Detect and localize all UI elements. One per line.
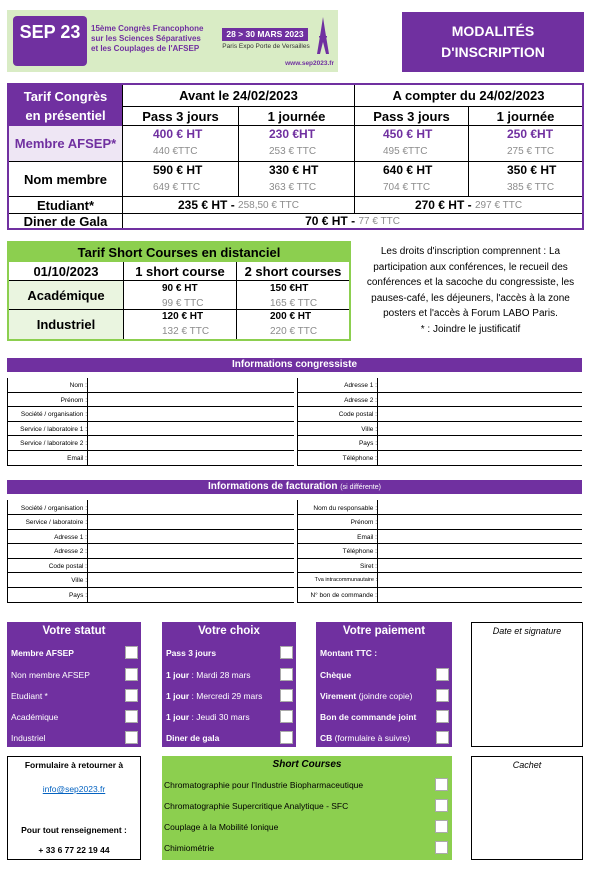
- field-label-prenom: Prénom :: [60, 397, 87, 404]
- price-ht: 70 € HT: [305, 214, 348, 228]
- short-course-checkbox-biopharma[interactable]: [435, 778, 448, 791]
- input-societe[interactable]: [7, 514, 294, 515]
- paiement-item-virement: [320, 691, 412, 701]
- droits-description: Les droits d'inscription comprennent : La participation aux conférences, le recueil des conférences et la sacoche du congressiste, les pauses-café, les déjeuners, l'accès à la zone posters et l'accès à Forum LABO Paris.: [366, 246, 575, 320]
- choix-checkbox-pass[interactable]: [280, 646, 293, 659]
- input-tva[interactable]: [297, 587, 582, 588]
- input-ville[interactable]: [7, 587, 294, 588]
- field-label-ville: Ville :: [71, 577, 87, 584]
- input-siret[interactable]: [297, 572, 582, 573]
- field-label-ville: Ville :: [361, 426, 377, 433]
- field-label-nom: Nom :: [69, 382, 87, 389]
- droits-text: [355, 244, 586, 338]
- paiement-item-bon-commande: [320, 712, 416, 722]
- price-cell: [236, 281, 349, 310]
- price-cell: [468, 126, 582, 162]
- input-email[interactable]: [7, 465, 294, 466]
- tarif-congres-title-line-1: Tarif Congrès: [23, 88, 108, 104]
- statut-checkbox-membre[interactable]: [125, 646, 138, 659]
- input-code-postal[interactable]: [7, 572, 294, 573]
- price-cell: [238, 162, 354, 197]
- statut-item-non-membre: Non membre AFSEP: [11, 670, 90, 680]
- field-label-responsable: Nom du responsable :: [313, 505, 377, 512]
- choix-item-bold: Diner de gala: [166, 733, 220, 743]
- price-ht: 90 € HT: [162, 283, 198, 294]
- tarif-congres-table: [7, 83, 584, 230]
- short-course-item-biopharma: Chromatographie pour l'Industrie Biopharmaceutique: [164, 780, 364, 790]
- price-cell: [238, 126, 354, 162]
- paiement-panel: [316, 622, 452, 747]
- input-adresse-2[interactable]: [7, 558, 294, 559]
- price-ht: 330 € HT: [269, 163, 319, 177]
- row-label-industriel: Industriel: [9, 310, 123, 339]
- price-ttc: 649 € TTC: [153, 182, 201, 193]
- field-label-adresse-2: Adresse 2 :: [54, 548, 87, 555]
- choix-item-jeudi: [166, 712, 250, 722]
- paiement-title: Votre paiement: [342, 625, 426, 637]
- price-ht: 270 € HT: [414, 198, 465, 212]
- field-label-code-postal: Code postal :: [338, 411, 377, 418]
- field-label-societe: Société / organisation :: [20, 411, 87, 418]
- conference-title-line-1: 15ème Congrès Francophone: [91, 24, 204, 33]
- modalites-title-line-2: D'INSCRIPTION: [441, 44, 545, 60]
- section-subtitle: (si différente): [340, 484, 381, 491]
- website-text: www.sep2023.fr: [285, 60, 334, 67]
- choix-checkbox-jeudi[interactable]: [280, 710, 293, 723]
- period-after-header: A compter du 24/02/2023: [354, 85, 582, 107]
- input-bon-commande[interactable]: [297, 602, 582, 603]
- sep-logo: [13, 16, 87, 66]
- paiement-checkbox-cb[interactable]: [436, 731, 449, 744]
- retour-info-label: Pour tout renseignement :: [21, 825, 127, 835]
- retour-phone: + 33 6 77 22 19 44: [38, 845, 110, 855]
- paiement-item-bold: CB: [320, 733, 333, 743]
- input-telephone[interactable]: [297, 465, 582, 466]
- short-course-checkbox-sfc[interactable]: [435, 799, 448, 812]
- row-label-nom-membre: Nom membre: [9, 162, 122, 197]
- input-pays[interactable]: [7, 602, 294, 603]
- logo-text: SEP 23: [19, 22, 81, 42]
- input-ville[interactable]: [297, 435, 582, 436]
- statut-checkbox-industriel[interactable]: [125, 731, 138, 744]
- price-ttc: 297 € TTC: [474, 199, 523, 211]
- price-cell: [122, 162, 238, 197]
- paiement-item-bold: Virement: [320, 691, 357, 701]
- price-ttc: 132 € TTC: [162, 326, 210, 337]
- justificatif-note: * : Joindre le justificatif: [420, 323, 521, 335]
- price-cell: [354, 162, 468, 197]
- field-label-email: Email :: [357, 534, 377, 541]
- price-ht: 250 €HT: [507, 127, 554, 141]
- input-service-2[interactable]: [7, 450, 294, 451]
- choix-item-bold: Pass 3 jours: [166, 648, 217, 658]
- input-societe[interactable]: [7, 421, 294, 422]
- price-cell: [122, 126, 238, 162]
- paiement-item-rest: (joindre copie): [356, 691, 413, 701]
- modalites-title-box: [402, 12, 584, 72]
- statut-panel: [7, 622, 141, 747]
- short-courses-title: Tarif Short Courses en distanciel: [9, 243, 349, 262]
- section-title-facturation: [7, 480, 582, 494]
- price-ht: 120 € HT: [162, 311, 204, 322]
- tarif-congres-title: [9, 85, 122, 126]
- choix-checkbox-mercredi[interactable]: [280, 689, 293, 702]
- eiffel-tower-icon: [313, 16, 333, 56]
- field-label-pays: Pays :: [68, 592, 87, 599]
- header-banner: [7, 10, 338, 72]
- price-ht: 640 € HT: [383, 163, 433, 177]
- row-label-etudiant: Etudiant*: [9, 197, 122, 214]
- col-pass-after: Pass 3 jours: [354, 107, 468, 126]
- price-ttc: 77 € TTC: [358, 215, 400, 227]
- short-course-checkbox-chimiometrie[interactable]: [435, 841, 448, 854]
- period-before-header: Avant le 24/02/2023: [122, 85, 354, 107]
- short-courses-date: 01/10/2023: [9, 262, 123, 281]
- input-prenom[interactable]: [297, 529, 582, 530]
- gala-price: [122, 214, 582, 228]
- short-courses-list-title: Short Courses: [272, 759, 342, 770]
- cachet-box[interactable]: [471, 756, 583, 860]
- section-title-text: Informations congressiste: [231, 359, 358, 370]
- price-ttc: 363 € TTC: [269, 182, 317, 193]
- input-service-1[interactable]: [7, 435, 294, 436]
- statut-item-academique: Académique: [11, 712, 59, 722]
- short-course-checkbox-mobilite[interactable]: [435, 820, 448, 833]
- dash: -: [351, 214, 356, 228]
- col-1-short-course: 1 short course: [123, 262, 236, 281]
- price-ttc: 165 € TTC: [270, 298, 318, 309]
- choix-item-rest: : Mardi 28 mars: [189, 670, 251, 680]
- choix-item-mardi: [166, 670, 251, 680]
- field-label-service-2: Service / laboratoire 2 :: [20, 440, 87, 447]
- price-cell: [123, 281, 236, 310]
- venue-text: Paris Expo Porte de Versailles: [222, 43, 310, 50]
- choix-checkbox-mardi[interactable]: [280, 668, 293, 681]
- field-label-pays: Pays :: [358, 440, 377, 447]
- tarif-congres-title-line-2: en présentiel: [25, 107, 106, 123]
- price-cell: [354, 126, 468, 162]
- paiement-checkbox-virement[interactable]: [436, 689, 449, 702]
- choix-item-rest: : Mercredi 29 mars: [189, 691, 263, 701]
- input-responsable[interactable]: [297, 514, 582, 515]
- input-prenom[interactable]: [7, 406, 294, 407]
- statut-title: Votre statut: [42, 625, 106, 637]
- dates-badge: 28 > 30 MARS 2023: [222, 28, 308, 41]
- field-label-tva: Tva intracommunautaire :: [314, 577, 377, 583]
- col-2-short-courses: 2 short courses: [236, 262, 349, 281]
- field-label-societe: Société / organisation :: [20, 505, 87, 512]
- statut-item-industriel: Industriel: [11, 733, 46, 743]
- input-adresse-1[interactable]: [7, 543, 294, 544]
- statut-checkbox-non-membre[interactable]: [125, 668, 138, 681]
- row-label-gala: Diner de Gala: [23, 213, 108, 229]
- etudiant-price-before: [122, 197, 354, 214]
- paiement-item-cb: [320, 733, 410, 743]
- paiement-checkbox-cheque[interactable]: [436, 668, 449, 681]
- price-cell: [468, 162, 582, 197]
- field-label-bon-commande: N° bon de commande :: [310, 592, 377, 599]
- paiement-item-bold: Chèque: [320, 670, 352, 680]
- input-email[interactable]: [297, 543, 582, 544]
- col-pass-before: Pass 3 jours: [122, 107, 238, 126]
- input-code-postal[interactable]: [297, 421, 582, 422]
- input-pays[interactable]: [297, 450, 582, 451]
- price-ttc: 220 € TTC: [270, 326, 318, 337]
- field-label-service: Service / laboratoire :: [25, 519, 87, 526]
- field-label-adresse-1: Adresse 1 :: [344, 382, 377, 389]
- dash: -: [230, 198, 235, 212]
- price-ttc: 440 €TTC: [153, 146, 198, 157]
- field-label-telephone: Téléphone :: [342, 455, 377, 462]
- price-cell: [236, 310, 349, 339]
- price-ht: 200 € HT: [270, 311, 312, 322]
- statut-checkbox-etudiant[interactable]: [125, 689, 138, 702]
- section-title-congressiste: [7, 358, 582, 372]
- cachet-label: Cachet: [512, 760, 542, 770]
- conference-title-line-2: sur les Sciences Séparatives: [91, 34, 201, 43]
- input-nom[interactable]: [7, 392, 294, 393]
- price-ttc: 275 € TTC: [507, 146, 555, 157]
- facturation-form: [7, 500, 582, 604]
- col-day-before: 1 journée: [238, 107, 354, 126]
- modalites-title-line-1: MODALITÉS: [451, 23, 535, 39]
- short-course-item-mobilite: Couplage à la Mobilité Ionique: [164, 822, 279, 832]
- choix-item-bold: 1 jour: [166, 670, 190, 680]
- input-adresse-1[interactable]: [297, 392, 582, 393]
- price-ht: 590 € HT: [153, 163, 203, 177]
- price-ht: 450 € HT: [383, 127, 433, 141]
- paiement-checkbox-bon-commande[interactable]: [436, 710, 449, 723]
- paiement-item-bold: Bon de commande joint: [320, 712, 417, 722]
- price-ttc: 253 € TTC: [269, 146, 317, 157]
- conference-title-line-3: et les Couplages de l'AFSEP: [91, 44, 200, 53]
- paiement-item-cheque: [320, 670, 351, 680]
- field-label-adresse-1: Adresse 1 :: [54, 534, 87, 541]
- price-ht: 350 € HT: [507, 163, 557, 177]
- congressiste-form: [7, 378, 582, 468]
- paiement-item-rest: (formulaire à suivre): [332, 733, 411, 743]
- price-ttc: 495 €TTC: [383, 146, 428, 157]
- choix-item-bold: 1 jour: [166, 712, 190, 722]
- etudiant-price-after: [354, 197, 582, 214]
- retour-email-link[interactable]: info@sep2023.fr: [42, 784, 106, 794]
- choix-item-mercredi: [166, 691, 262, 701]
- input-telephone[interactable]: [297, 558, 582, 559]
- choix-item-gala: [166, 733, 219, 743]
- choix-item-bold: 1 jour: [166, 691, 190, 701]
- input-adresse-2[interactable]: [297, 406, 582, 407]
- price-ttc: 99 € TTC: [162, 298, 204, 309]
- field-label-telephone: Téléphone :: [342, 548, 377, 555]
- dash: -: [467, 198, 472, 212]
- statut-checkbox-academique[interactable]: [125, 710, 138, 723]
- paiement-item-bold: Montant TTC :: [320, 648, 378, 658]
- price-cell: [123, 310, 236, 339]
- choix-checkbox-gala[interactable]: [280, 731, 293, 744]
- statut-item-etudiant: Etudiant *: [11, 691, 48, 701]
- row-label-academique: Académique: [9, 281, 123, 310]
- price-ht: 235 € HT: [177, 198, 228, 212]
- section-title-text: Informations de facturation: [208, 481, 338, 492]
- price-ht: 400 € HT: [153, 127, 203, 141]
- field-label-code-postal: Code postal :: [48, 563, 87, 570]
- retour-box: [7, 756, 141, 860]
- date-signature-label: Date et signature: [492, 626, 562, 636]
- price-ht: 150 €HT: [270, 283, 309, 294]
- short-courses-list-panel: [162, 756, 452, 860]
- field-label-email: Email :: [67, 455, 87, 462]
- row-label-membre: Membre AFSEP*: [9, 126, 122, 162]
- short-courses-table: [7, 241, 351, 341]
- price-ht: 230 €HT: [269, 127, 316, 141]
- short-course-item-sfc: Chromatographie Supercritique Analytique - SFC: [164, 801, 349, 811]
- conference-title: [91, 24, 219, 54]
- field-label-siret: Siret :: [360, 563, 377, 570]
- choix-item-pass: [166, 648, 216, 658]
- field-label-adresse-2: Adresse 2 :: [344, 397, 377, 404]
- statut-item-membre: Membre AFSEP: [11, 648, 74, 658]
- price-ttc: 704 € TTC: [383, 182, 431, 193]
- choix-panel: [162, 622, 296, 747]
- choix-item-rest: : Jeudi 30 mars: [189, 712, 250, 722]
- input-service[interactable]: [7, 529, 294, 530]
- date-signature-box[interactable]: [471, 622, 583, 747]
- price-ttc: 385 € TTC: [507, 182, 555, 193]
- col-day-after: 1 journée: [468, 107, 582, 126]
- field-label-service-1: Service / laboratoire 1 :: [20, 426, 87, 433]
- choix-title: Votre choix: [198, 625, 260, 637]
- retour-title: Formulaire à retourner à: [24, 760, 124, 770]
- price-ttc: 258,50 € TTC: [238, 199, 299, 211]
- field-label-prenom: Prénom :: [350, 519, 377, 526]
- short-course-item-chimiometrie: Chimiométrie: [164, 843, 215, 853]
- paiement-item-montant: [320, 648, 377, 658]
